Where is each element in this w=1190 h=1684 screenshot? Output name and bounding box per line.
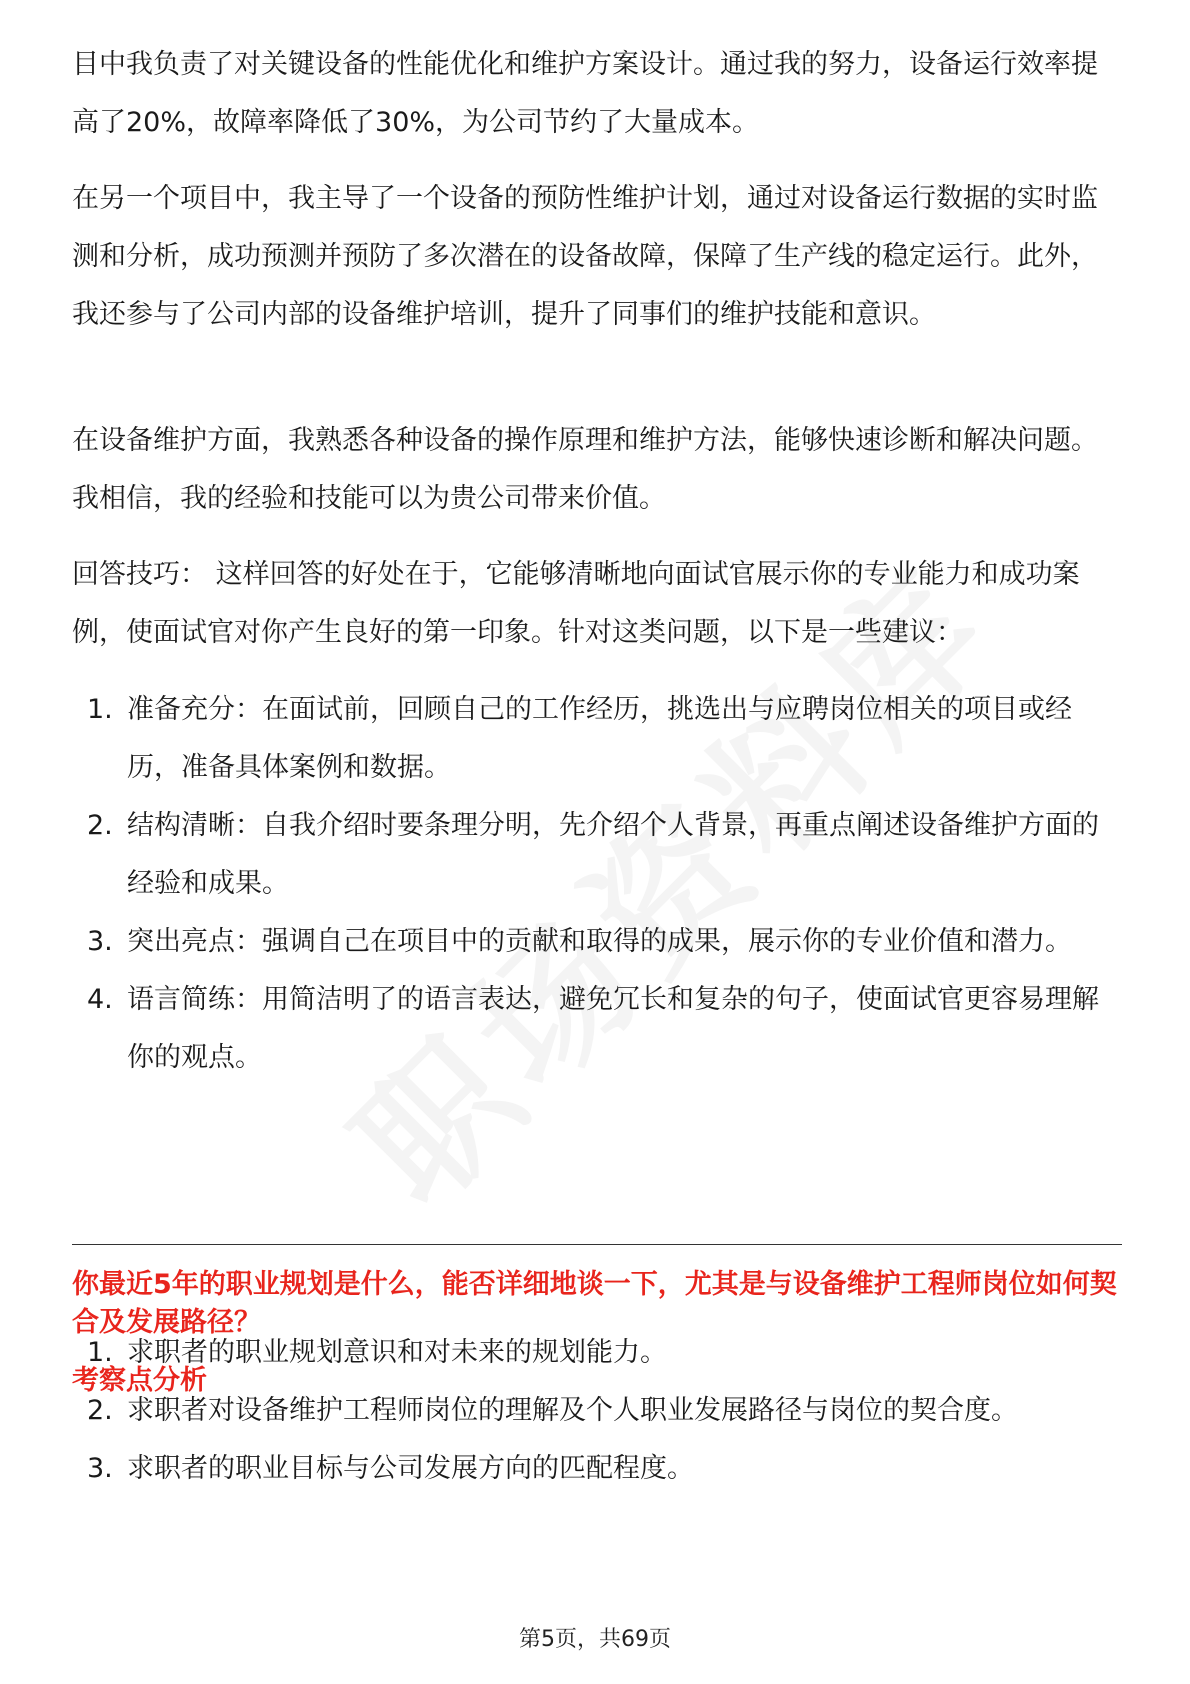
answer-tips-paragraph: 回答技巧： 这样回答的好处在于，它能够清晰地向面试官展示你的专业能力和成功案例，使面试官对你产生良好的第一印象。针对这类问题，以下是一些建议： — [72, 559, 1080, 648]
paragraph-3: 在设备维护方面，我熟悉各种设备的操作原理和维护方法，能够快速诊断和解决问题。我相信，我的经验和技能可以为贵公司带来价值。 — [72, 425, 1098, 514]
analysis-heading: 考察点分析 — [72, 1365, 207, 1396]
list-item: 4. 语言简练：用简洁明了的语言表达，避免冗长和复杂的句子，使面试官更容易理解你的观点。 — [87, 984, 1099, 1073]
list-item: 1. 求职者的职业规划意识和对未来的规划能力。 — [87, 1337, 667, 1368]
section-divider — [72, 1244, 1122, 1245]
page-footer: 第5页，共69页 — [519, 1627, 671, 1652]
list-item: 2. 结构清晰：自我介绍时要条理分明，先介绍个人背景，再重点阐述设备维护方面的经验和成果。 — [87, 810, 1099, 899]
list-item: 3. 突出亮点：强调自己在项目中的贡献和取得的成果，展示你的专业价值和潜力。 — [87, 926, 1072, 957]
list-item: 1. 准备充分：在面试前，回顾自己的工作经历，挑选出与应聘岗位相关的项目或经历，准备具体案例和数据。 — [87, 694, 1072, 783]
list-item: 3. 求职者的职业目标与公司发展方向的匹配程度。 — [87, 1453, 694, 1484]
list-item: 2. 求职者对设备维护工程师岗位的理解及个人职业发展路径与岗位的契合度。 — [87, 1395, 1018, 1426]
paragraph-2: 在另一个项目中，我主导了一个设备的预防性维护计划，通过对设备运行数据的实时监测和分析，成功预测并预防了多次潜在的设备故障，保障了生产线的稳定运行。此外，我还参与了公司内部的设备维护培训，提升了同事们的维护技能和意识。 — [72, 183, 1098, 330]
analysis-list — [72, 1324, 1122, 1498]
tips-list — [72, 681, 1122, 1087]
interview-question: 你最近5年的职业规划是什么，能否详细地谈一下，尤其是与设备维护工程师岗位如何契合及发展路径？ — [72, 1269, 1117, 1338]
paragraph-1: 目中我负责了对关键设备的性能优化和维护方案设计。通过我的努力，设备运行效率提高了20%，故障率降低了30%，为公司节约了大量成本。 — [72, 49, 1098, 138]
